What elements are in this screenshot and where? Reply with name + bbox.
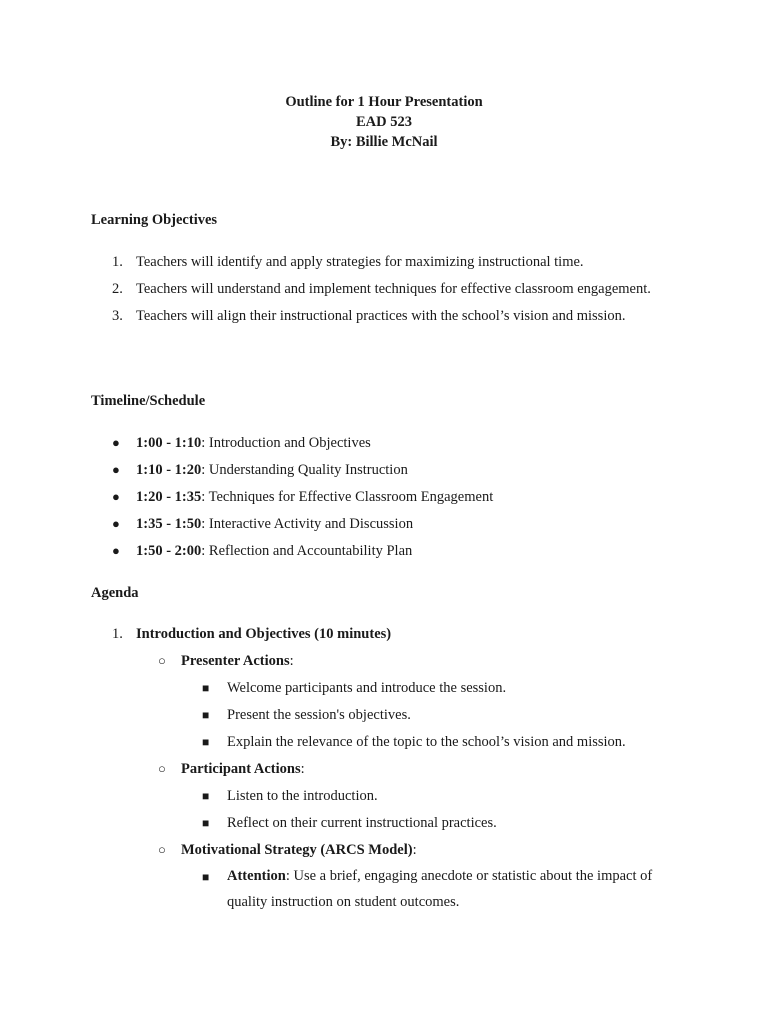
bullet-icon: ● [112,543,120,558]
timeline-time: 1:50 - 2:00 [136,543,202,559]
participant-action-text: Listen to the introduction. [227,788,378,804]
presenter-action-text: Explain the relevance of the topic to the school’s vision and mission. [227,734,626,750]
course-code: EAD 523 [356,114,412,130]
timeline-text: : Introduction and Objectives [201,435,371,451]
circle-bullet-icon: ○ [158,653,166,668]
document-title-block [0,92,768,152]
objective-number: 1. [112,254,123,270]
bullet-icon: ● [112,462,120,477]
presenter-action-text: Present the session's objectives. [227,707,411,723]
presenter-action-text: Welcome participants and introduce the session. [227,680,507,696]
objective-text: Teachers will understand and implement techniques for effective classroom engagement. [136,281,651,297]
timeline-time: 1:10 - 1:20 [136,462,202,478]
square-bullet-icon: ■ [202,708,210,722]
square-bullet-icon: ■ [202,681,210,695]
agenda-number: 1. [112,626,123,642]
agenda-heading: Agenda [91,585,139,601]
participant-action-text: Reflect on their current instructional practices. [227,815,497,831]
timeline-time: 1:00 - 1:10 [136,435,202,451]
agenda-item-title: Introduction and Objectives (10 minutes) [136,626,392,642]
objective-text: Teachers will identify and apply strategies for maximizing instructional time. [136,254,584,270]
square-bullet-icon: ■ [202,870,210,884]
circle-bullet-icon: ○ [158,842,166,857]
square-bullet-icon: ■ [202,789,210,803]
timeline-text: : Reflection and Accountability Plan [201,543,413,559]
attention-label: Attention [227,868,286,884]
attention-text: : Use a brief, engaging anecdote or statistic about the impact of quality instruction on student outcomes. [227,868,653,910]
presenter-actions-label: Presenter Actions [181,653,290,669]
timeline-text: : Techniques for Effective Classroom Engagement [201,489,494,505]
timeline-text: : Interactive Activity and Discussion [201,516,414,532]
author-line: By: Billie McNail [330,134,438,150]
bullet-icon: ● [112,435,120,450]
colon: : [289,653,294,669]
timeline-time: 1:35 - 1:50 [136,516,202,532]
bullet-icon: ● [112,489,120,504]
timeline-time: 1:20 - 1:35 [136,489,202,505]
objective-text: Teachers will align their instructional practices with the school’s vision and mission. [136,308,626,324]
document-title: Outline for 1 Hour Presentation [285,94,483,110]
timeline-heading: Timeline/Schedule [91,393,206,409]
participant-actions-label: Participant Actions [181,761,301,777]
timeline-text: : Understanding Quality Instruction [201,462,408,478]
square-bullet-icon: ■ [202,735,210,749]
circle-bullet-icon: ○ [158,761,166,776]
colon: : [412,842,417,858]
objective-number: 3. [112,308,123,324]
bullet-icon: ● [112,516,120,531]
learning-objectives-heading: Learning Objectives [91,212,218,228]
objective-number: 2. [112,281,123,297]
motivational-strategy-label: Motivational Strategy (ARCS Model) [181,842,413,858]
colon: : [300,761,305,777]
square-bullet-icon: ■ [202,816,210,830]
